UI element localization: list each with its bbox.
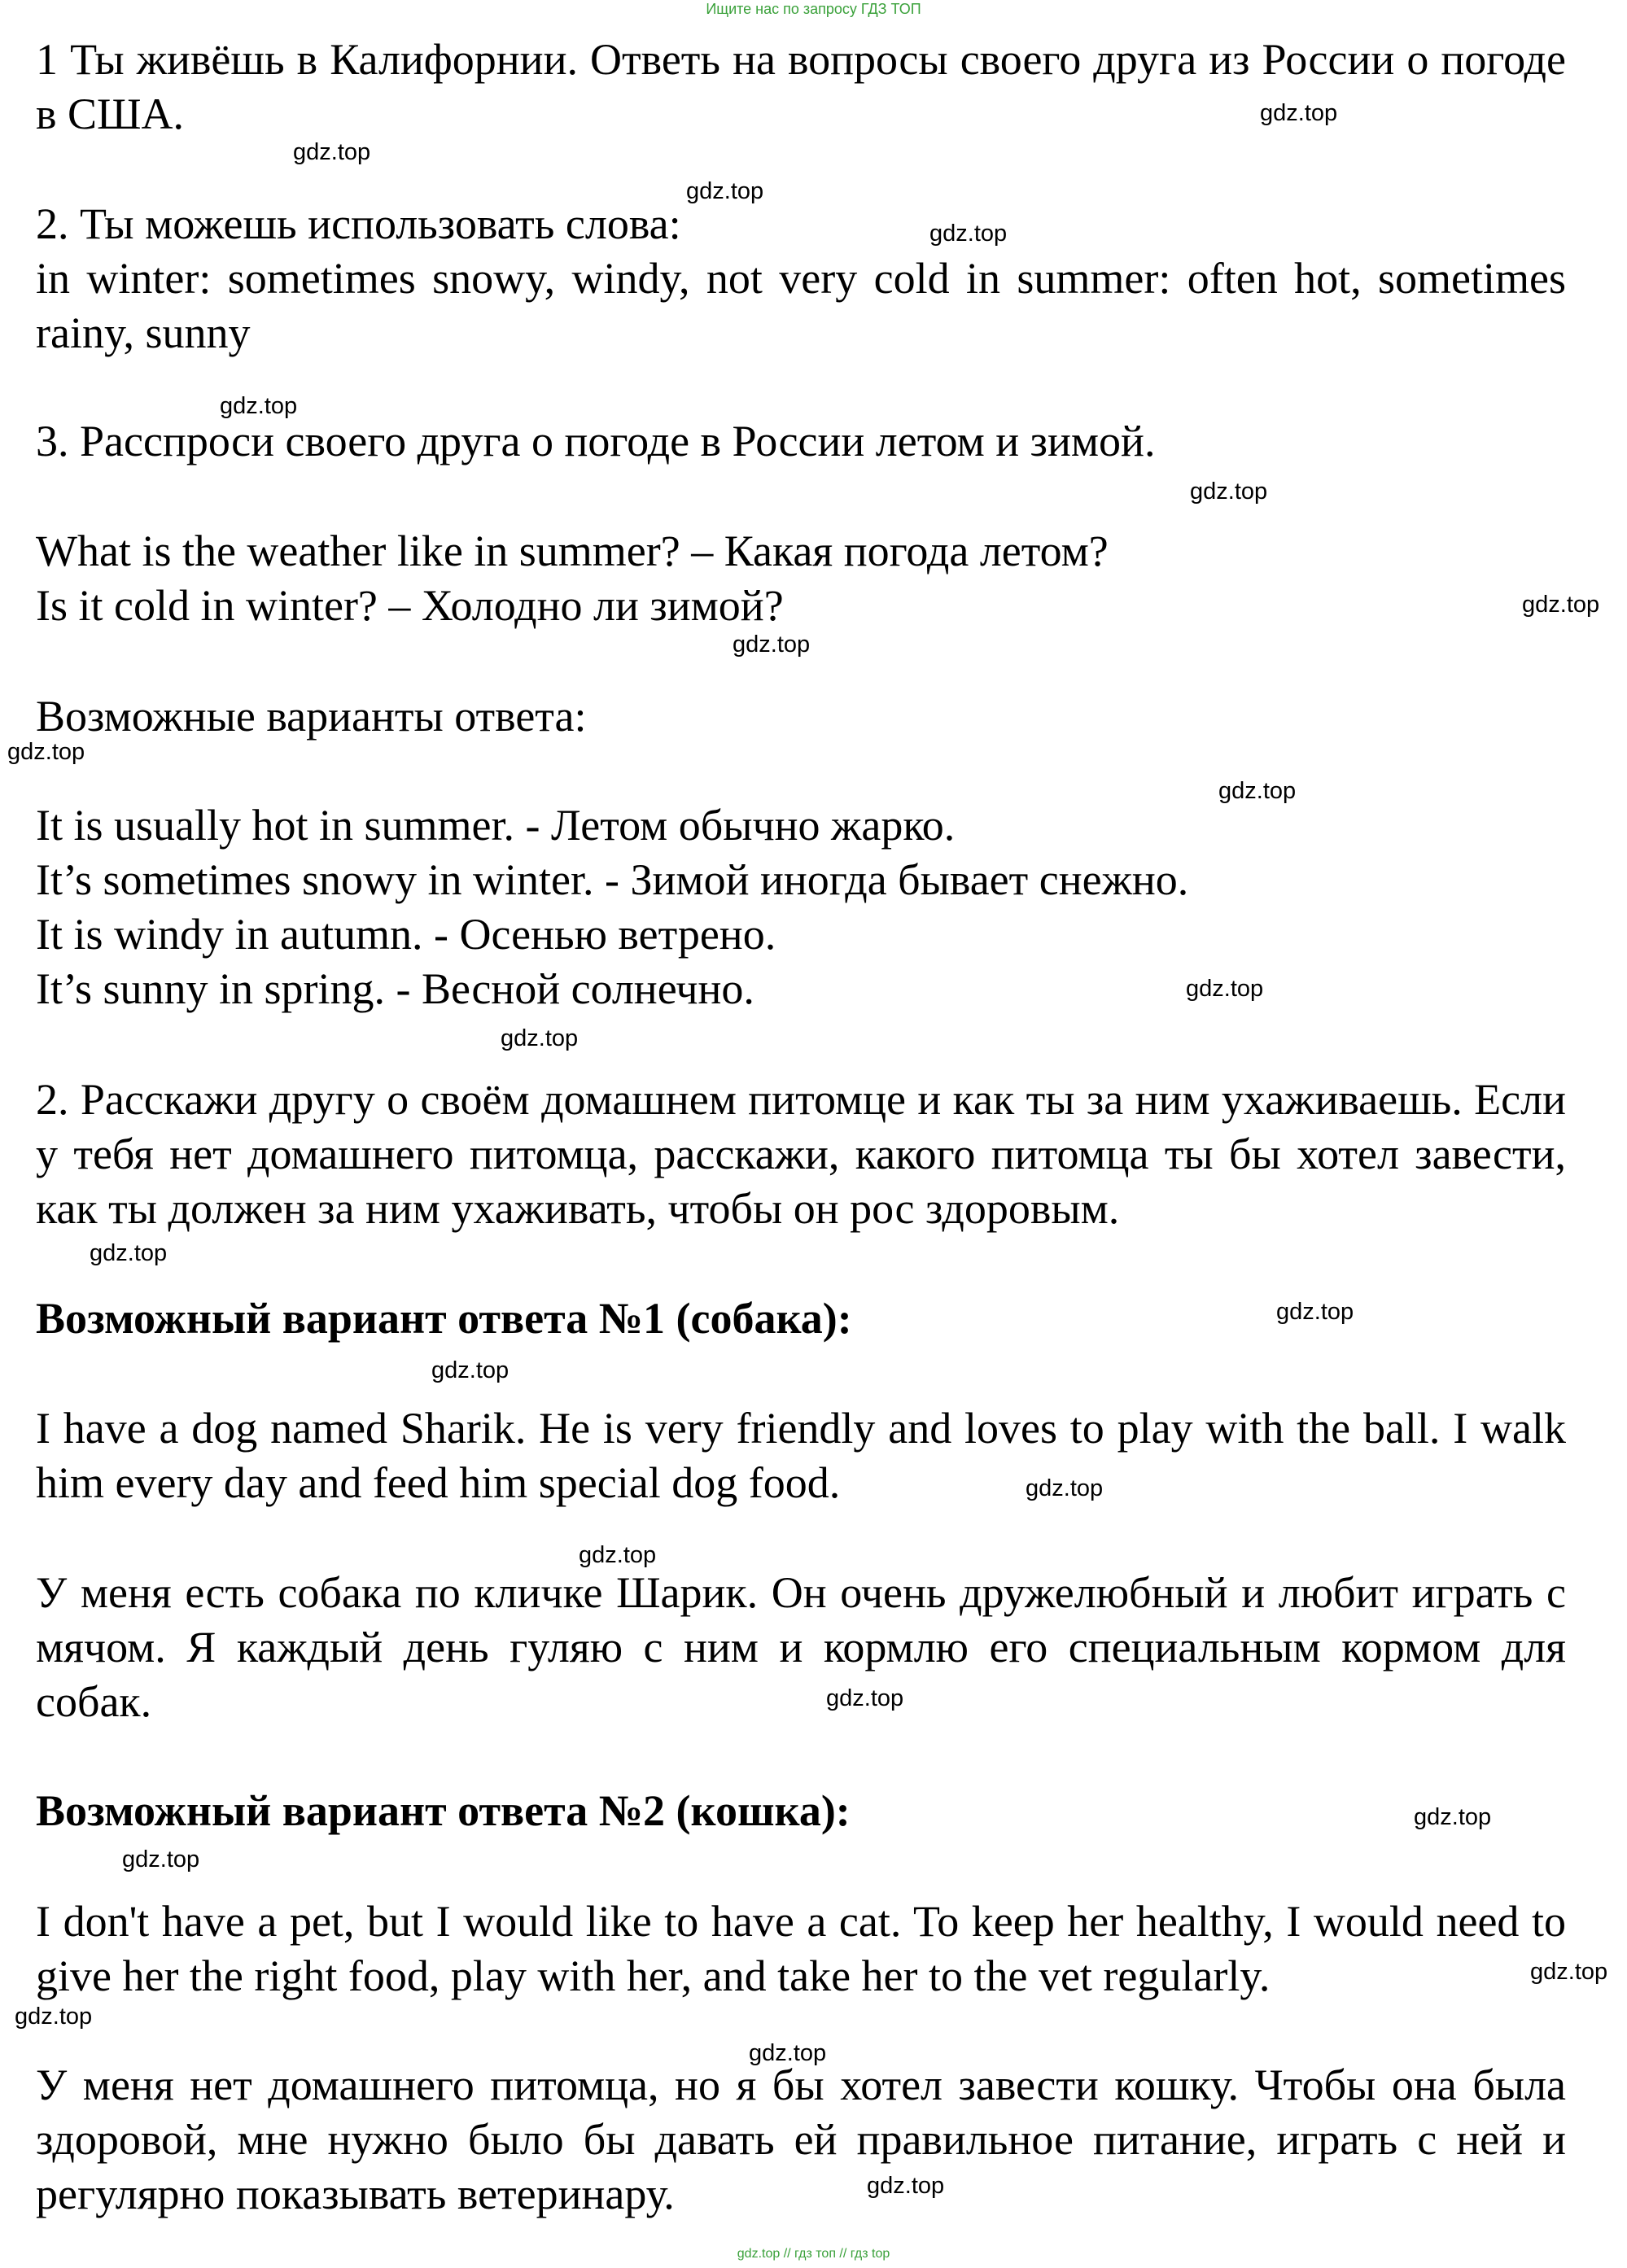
task1-words: in winter: sometimes snowy, windy, not very cold in summer: often hot, sometimes rainy, sunny <box>36 254 1566 357</box>
question-line: Is it cold in winter? – Холодно ли зимой? <box>36 581 784 630</box>
watermark: gdz.top <box>122 1846 200 1873</box>
answer-line: It’s sunny in spring. - Весной солнечно. <box>36 964 754 1013</box>
watermark: gdz.top <box>1276 1299 1354 1325</box>
variant1-heading: Возможный вариант ответа №1 (собака): <box>36 1294 852 1343</box>
watermark: gdz.top <box>1530 1959 1608 1985</box>
watermark: gdz.top <box>501 1025 579 1051</box>
task1-intro: 1 Ты живёшь в Калифорнии. Ответь на вопросы своего друга из России о погоде в США. <box>36 35 1566 138</box>
variant1-russian: У меня есть собака по кличке Шарик. Он очень дружелюбный и любит играть с мячом. Я каждый день гуляю с ним и кормлю его специальным кормом для собак. <box>36 1568 1566 1726</box>
watermark: gdz.top <box>579 1542 657 1568</box>
watermark: gdz.top <box>90 1240 168 1266</box>
task1-ask-heading: 3. Расспроси своего друга о погоде в России летом и зимой. <box>36 417 1156 465</box>
watermark: gdz.top <box>293 139 371 165</box>
watermark: gdz.top <box>1026 1475 1104 1501</box>
top-banner: Ищите нас по запросу ГДЗ ТОП <box>706 1 921 17</box>
watermark: gdz.top <box>929 221 1008 247</box>
watermark: gdz.top <box>733 631 811 658</box>
watermark: gdz.top <box>7 739 85 765</box>
task1-words-heading: 2. Ты можешь использовать слова: <box>36 199 681 248</box>
task1-questions <box>36 524 1566 633</box>
watermark: gdz.top <box>867 2173 945 2199</box>
footer-watermark: gdz.top // гдз топ // гдз top <box>737 2247 890 2261</box>
watermark: gdz.top <box>1260 100 1338 126</box>
task2-prompt: 2. Расскажи другу о своём домашнем питомце и как ты за ним ухаживаешь. Если у тебя нет домашнего питомца, расскажи, какого питомца ты бы хотел завести, как ты должен за ним ухаживать, чтобы он рос здоровым. <box>36 1075 1566 1233</box>
watermark: gdz.top <box>686 178 764 204</box>
watermark: gdz.top <box>1414 1804 1492 1830</box>
task1-answers <box>36 798 1566 1016</box>
variant2-russian: У меня нет домашнего питомца, но я бы хотел завести кошку. Чтобы она была здоровой, мне нужно было бы давать ей правильное питание, играть с ней и регулярно показывать ветеринару. <box>36 2060 1566 2218</box>
watermark: gdz.top <box>1186 976 1264 1002</box>
question-line: What is the weather like in summer? – Какая погода летом? <box>36 527 1109 575</box>
variant1-english: I have a dog named Sharik. He is very friendly and loves to play with the ball. I walk him every day and feed him special dog food. <box>36 1404 1566 1507</box>
watermark: gdz.top <box>1522 592 1600 618</box>
variant2-heading: Возможный вариант ответа №2 (кошка): <box>36 1786 851 1835</box>
watermark: gdz.top <box>749 2040 827 2066</box>
watermark: gdz.top <box>826 1685 904 1711</box>
answer-line: It is usually hot in summer. - Летом обычно жарко. <box>36 801 956 850</box>
watermark: gdz.top <box>220 393 298 419</box>
variant2-english: I don't have a pet, but I would like to have a cat. To keep her healthy, I would need to give her the right food, play with her, and take her to the vet regularly. <box>36 1897 1566 2000</box>
answer-line: It is windy in autumn. - Осенью ветрено. <box>36 910 776 959</box>
watermark: gdz.top <box>1218 778 1297 804</box>
watermark: gdz.top <box>1190 479 1268 505</box>
task1-answers-heading: Возможные варианты ответа: <box>36 692 587 741</box>
answer-line: It’s sometimes snowy in winter. - Зимой иногда бывает снежно. <box>36 855 1189 904</box>
watermark: gdz.top <box>431 1357 510 1383</box>
watermark: gdz.top <box>15 2004 93 2030</box>
